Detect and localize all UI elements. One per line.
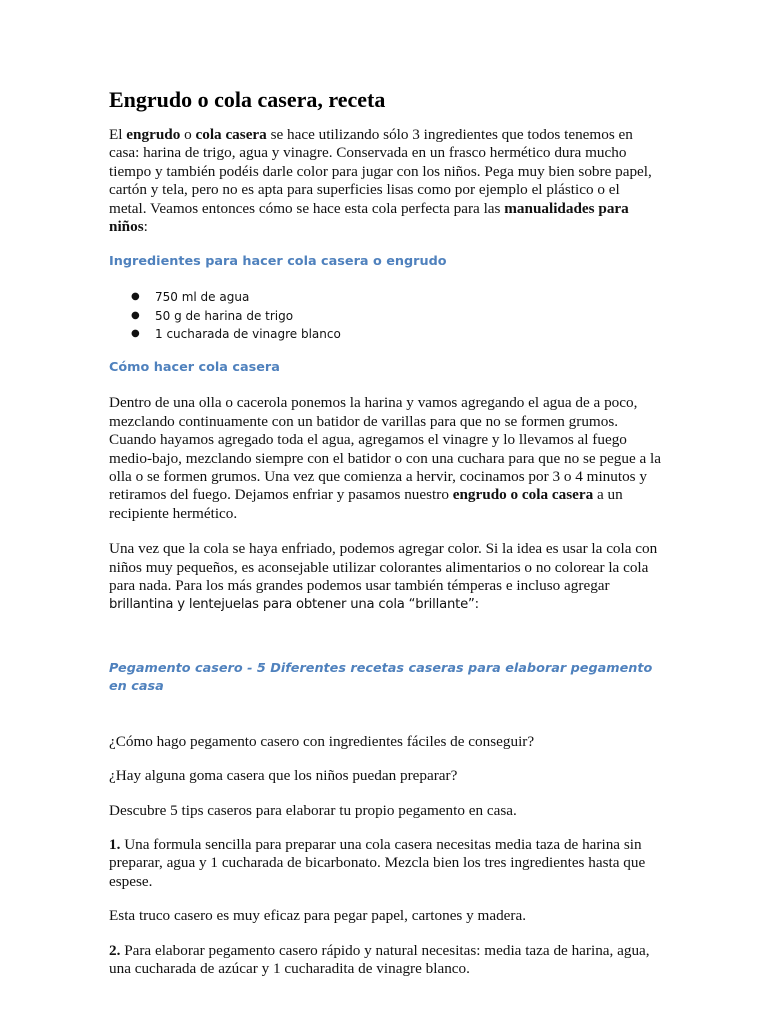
ingredient-text: 1 cucharada de vinagre blanco (155, 327, 341, 342)
method-bold: engrudo o cola casera (452, 486, 594, 504)
method-paragraph (109, 394, 661, 523)
intro-text: o (180, 126, 196, 143)
ingredient-text: 750 ml de agua (155, 290, 250, 305)
bullet-icon: ● (131, 328, 140, 340)
document-title: Engrudo o cola casera, receta (109, 87, 386, 112)
ingredient-text: 50 g de harina de trigo (155, 308, 294, 323)
how-to-heading: Cómo hacer cola casera (109, 360, 280, 376)
intro-paragraph (109, 126, 661, 236)
tip-1-note: Esta truco casero es muy eficaz para pegar papel, cartones y madera. (109, 907, 527, 925)
method-text: a un recipiente hermético. (109, 486, 623, 522)
intro-bold-engrudo: engrudo (126, 126, 181, 143)
glue-recipes-heading: Pegamento casero - 5 Diferentes recetas caseras para elaborar pegamento en casa (109, 660, 653, 694)
intro-bold-manualidades: manualidades para niños (109, 199, 629, 236)
tip-2-paragraph (109, 942, 661, 979)
intro-text: : (143, 218, 148, 236)
question-1: ¿Cómo hago pegamento casero con ingredientes fáciles de conseguir? (109, 732, 535, 750)
bullet-icon: ● (131, 309, 140, 321)
list-item (109, 288, 661, 306)
ingredients-heading: Ingredientes para hacer cola casera o engrudo (109, 254, 447, 270)
intro-text: El (109, 126, 127, 143)
question-2: ¿Hay alguna goma casera que los niños puedan preparar? (109, 767, 458, 785)
color-paragraph (109, 540, 661, 615)
document-body (109, 86, 661, 978)
intro-text: se hace utilizando sólo 3 ingredientes que todos tenemos en casa: harina de trigo, agua y vinagre. Conservada en un frasco hermético dura mucho tiempo y también podéis darle color para jugar con los niños. Pega muy bien sobre papel, cartón y tela, pero no es apta para superficies lisas como por ejemplo el plástico o el metal. Veamos entonces cómo se hace esta cola perfecta para las (109, 126, 652, 217)
tip-1-number: 1. (109, 836, 121, 854)
intro-bold-cola-casera: cola casera (195, 126, 267, 143)
tip-1-paragraph (109, 836, 661, 891)
tip-2-text: Para elaborar pegamento casero rápido y natural necesitas: media taza de harina, agua, una cucharada de azúcar y 1 cucharadita de vinagre blanco. (109, 941, 650, 978)
tip-1-text: Una formula sencilla para preparar una cola casera necesitas media taza de harina sin preparar, agua y 1 cucharada de bicarbonato. Mezcla bien los tres ingredientes hasta que espese. (109, 836, 646, 890)
discover-paragraph: Descubre 5 tips caseros para elaborar tu propio pegamento en casa. (109, 801, 517, 819)
method-text: Dentro de una olla o cacerola ponemos la harina y vamos agregando el agua de a poco, mezclando continuamente con un batidor de varillas para que no se formen grumos. Cuando hayamos agregado toda el agua, agregamos el vinagre y lo llevamos al fuego medio-bajo, mezclando siempre con el batidor o con una cuchara para que no se pegue a la olla o se formen grumos. Una vez que comienza a hervir, cocinamos por 3 o 4 minutos y retiramos del fuego. Dejamos enfriar y pasamos nuestro (109, 394, 662, 504)
color-text: Una vez que la cola se haya enfriado, podemos agregar color. Si la idea es usar la cola con niños muy pequeños, es aconsejable utilizar colorantes alimentarios o no colorear la cola para nada. Para los más grandes podemos usar también témperas e incluso agregar (109, 540, 658, 594)
list-item (109, 307, 661, 325)
list-item (109, 325, 661, 343)
color-text-sans: brillantina y lentejuelas para obtener una cola “brillante”: (109, 597, 479, 613)
tip-2-number: 2. (109, 941, 121, 959)
ingredients-list (109, 288, 661, 343)
bullet-icon: ● (131, 291, 140, 303)
